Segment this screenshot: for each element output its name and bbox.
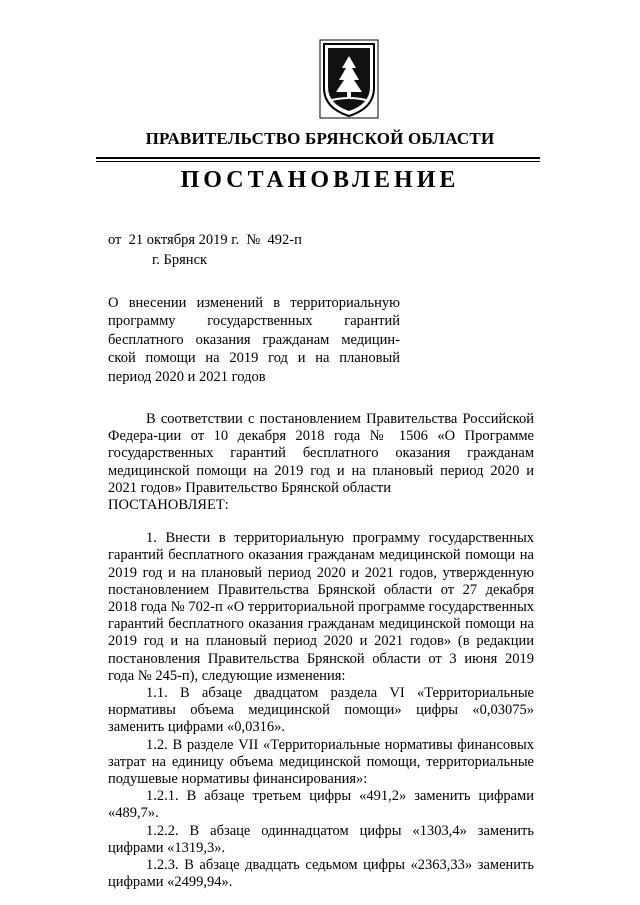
paragraph-1-2-3: 1.2.3. В абзаце двадцать седьмом цифры «2363,33» заменить цифрами «2499,94». xyxy=(108,857,534,891)
government-name: ПРАВИТЕЛЬСТВО БРЯНСКОЙ ОБЛАСТИ xyxy=(145,129,495,148)
resolves-line: ПОСТАНОВЛЯЕТ: xyxy=(108,497,229,514)
document-type-title: ПОСТАНОВЛЕНИЕ xyxy=(180,167,460,193)
paragraph-1: 1. Внести в территориальную программу государственных гарантий бесплатного оказания гражданам медицинской помощи на 2019 год и на плановый период 2020 и 2021 годов, утвержденную постановлением Правительства Брянской области от 27 декабря 2018 года № 702-п «О территориальной программе государственных гарантий бесплатного оказания гражданам медицинской помощи на 2019 год и на плановый период 2020 и 2021 годов» (в редакции постановления Правительства Брянской области от 3 июня 2019 года № 245-п), следующие изменения: xyxy=(108,530,534,684)
document-subject: О внесении изменений в территориальную программу государственных гарантий бесплатного оказания гражданам медицин-ской помощи на 2019 год и на плановый период 2020 и 2021 годов xyxy=(108,295,400,385)
document-body xyxy=(108,411,534,891)
paragraph-1-2-2: 1.2.2. В абзаце одиннадцатом цифры «1303,4» заменить цифрами «1319,3». xyxy=(108,822,534,856)
date-and-number: от 21 октября 2019 г. № 492-п xyxy=(108,232,302,248)
city: г. Брянск xyxy=(152,252,208,268)
paragraph-1-2-1: 1.2.1. В абзаце третьем цифры «491,2» заменить цифрами «489,7». xyxy=(108,788,534,822)
paragraph-1-2: 1.2. В разделе VII «Территориальные нормативы финансовых затрат на единицу объема медицинской помощи, территориальные подушевые нормативы финансирования»: xyxy=(108,736,534,788)
header-rule-thick xyxy=(96,157,540,159)
preamble-paragraph: В соответствии с постановлением Правительства Российской Федера-ции от 10 декабря 2018 года № 1506 «О Программе государственных гарантий бесплатного оказания гражданам медицинской помощи на 2019 год и на плановый период 2020 и 2021 годов» Правительство Брянской области xyxy=(108,411,534,496)
paragraph-1-1: 1.1. В абзаце двадцатом раздела VI «Территориальные нормативы объема медицинской помощи» цифры «0,03075» заменить цифрами «0,0316». xyxy=(108,685,534,736)
coat-of-arms-icon xyxy=(318,38,380,120)
header-rule-thin xyxy=(96,161,540,162)
